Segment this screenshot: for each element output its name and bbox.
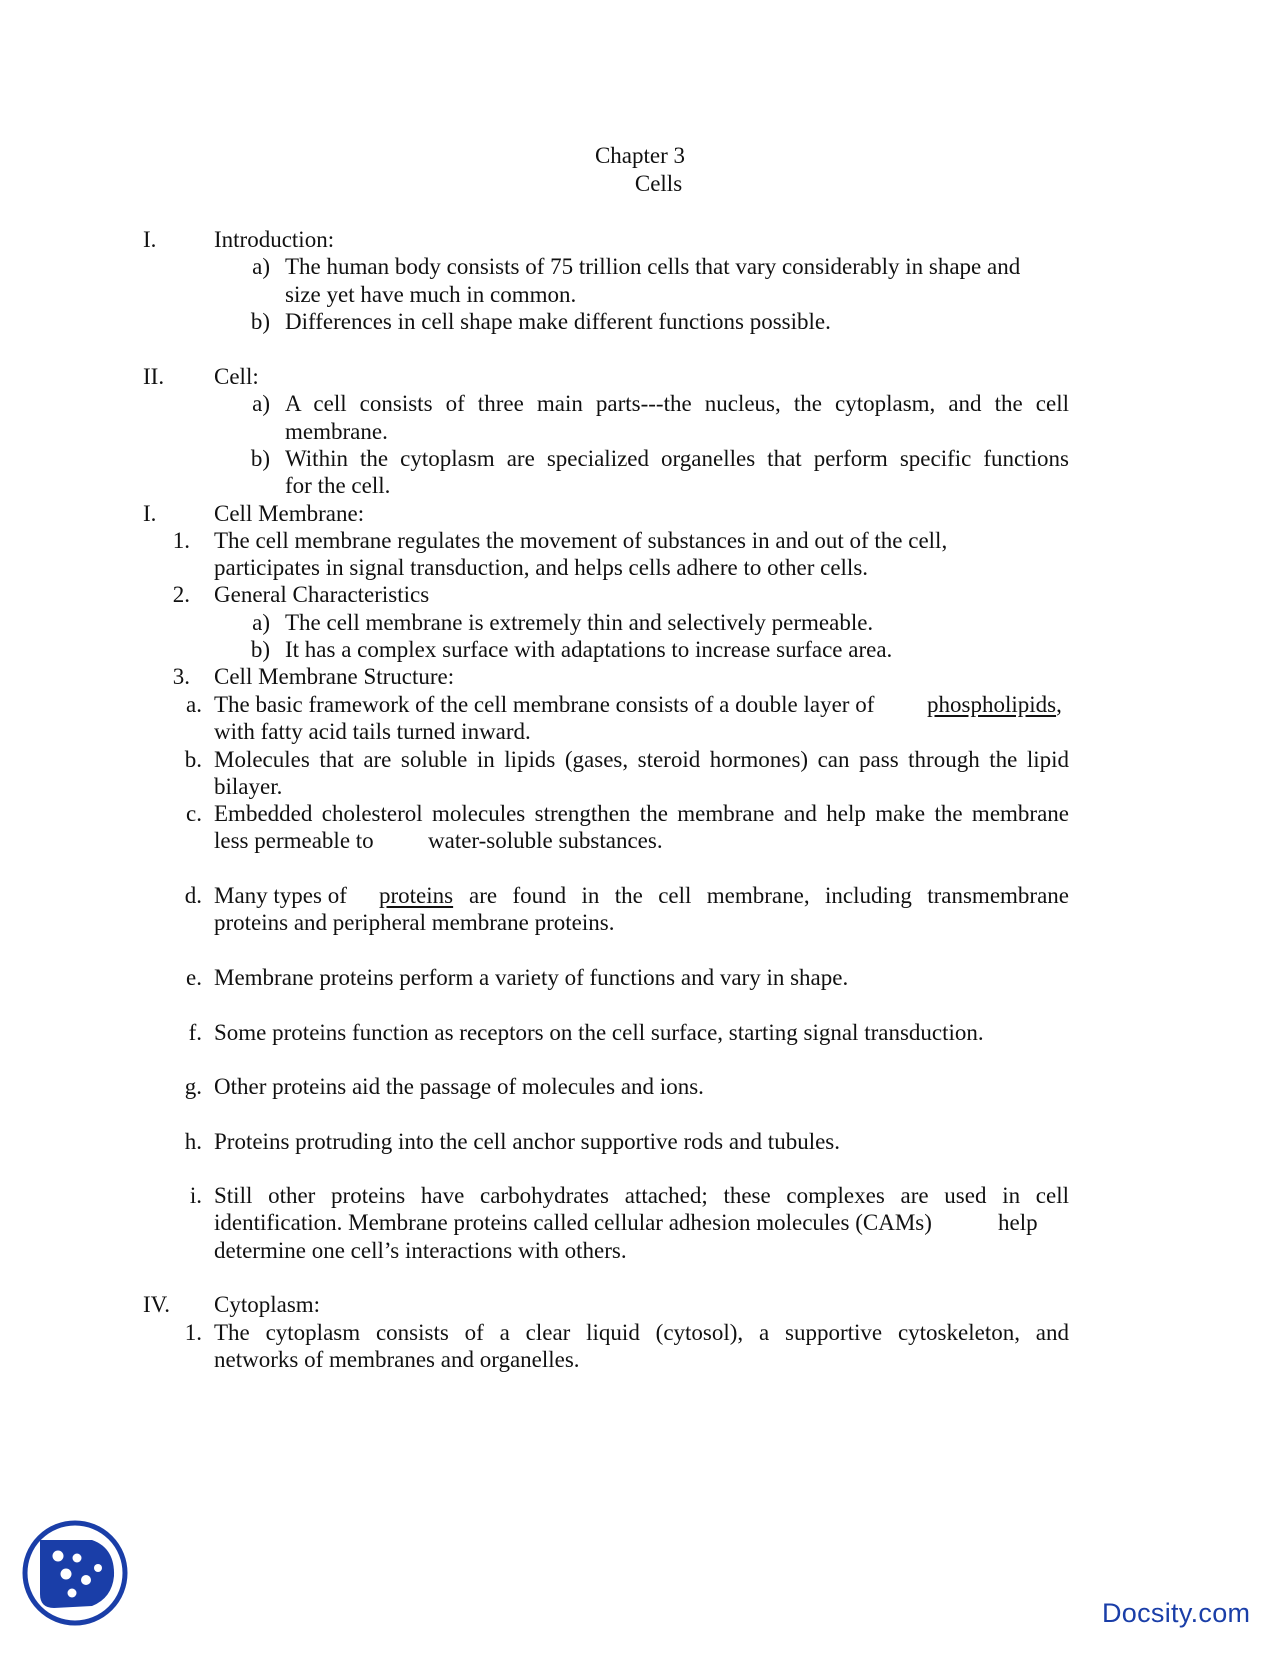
item-marker: 2. xyxy=(172,582,190,607)
item-text: size yet have much in common. xyxy=(285,282,577,307)
item-text: It has a complex surface with adaptations to increase surface area. xyxy=(285,637,893,662)
item-text: The basic framework of the cell membrane consists of a double layer of xyxy=(214,692,875,717)
section-number: IV. xyxy=(143,1292,171,1317)
proteins-link[interactable]: proteins xyxy=(379,883,454,908)
item-text: determine one cell’s interactions with others. xyxy=(214,1238,627,1263)
item-text: proteins and peripheral membrane proteins. xyxy=(214,910,615,935)
item-text: with fatty acid tails turned inward. xyxy=(214,719,531,744)
item-marker: a) xyxy=(252,254,270,279)
item-marker: b) xyxy=(250,637,270,662)
item-text: Cell Membrane Structure: xyxy=(214,664,455,689)
item-marker: e. xyxy=(186,965,202,990)
item-marker: a) xyxy=(252,391,270,416)
item-marker: f. xyxy=(188,1020,202,1045)
item-text: Other proteins aid the passage of molecules and ions. xyxy=(214,1074,704,1099)
item-text: Still other proteins have carbohydrates attached; these complexes are used in cell xyxy=(214,1183,1069,1208)
item-text: General Characteristics xyxy=(214,582,430,607)
item-marker: b. xyxy=(184,747,202,772)
section-heading: Cell: xyxy=(214,364,259,389)
section-number: II. xyxy=(143,364,165,389)
docsity-logo-icon[interactable] xyxy=(20,1518,130,1628)
item-marker: 1. xyxy=(172,528,190,553)
item-marker: d. xyxy=(184,883,202,908)
item-text: participates in signal transduction, and helps cells adhere to other cells. xyxy=(214,555,869,580)
section-heading: Cell Membrane: xyxy=(214,501,365,526)
item-marker: 1. xyxy=(184,1320,202,1345)
section-heading: Introduction: xyxy=(214,227,335,252)
item-text: are found in the cell membrane, including transmembrane xyxy=(469,883,1069,908)
item-text: bilayer. xyxy=(214,774,283,799)
item-text: water-soluble substances. xyxy=(428,828,663,853)
item-marker: b) xyxy=(250,446,270,471)
item-text: Some proteins function as receptors on the cell surface, starting signal transduction. xyxy=(214,1020,984,1045)
chapter-title: Cells xyxy=(634,171,683,196)
phospholipids-link[interactable]: phospholipids, xyxy=(927,692,1062,717)
item-text: Molecules that are soluble in lipids (gases, steroid hormones) can pass through the lipid xyxy=(214,747,1069,772)
item-text: Membrane proteins perform a variety of functions and vary in shape. xyxy=(214,965,849,990)
item-text: A cell consists of three main parts---the nucleus, the cytoplasm, and the cell xyxy=(285,391,1069,416)
item-marker: a. xyxy=(186,692,202,717)
docsity-brand-link[interactable]: Docsity.com xyxy=(1102,1598,1251,1628)
section-number: I. xyxy=(143,501,157,526)
item-text: membrane. xyxy=(285,419,388,444)
item-marker: a) xyxy=(252,610,270,635)
item-text: The cytoplasm consists of a clear liquid (cytosol), a supportive cytoskeleton, and xyxy=(214,1320,1069,1345)
section-heading: Cytoplasm: xyxy=(214,1292,321,1317)
item-text: Proteins protruding into the cell anchor supportive rods and tubules. xyxy=(214,1129,840,1154)
item-text: help xyxy=(998,1210,1038,1235)
item-text: Embedded cholesterol molecules strengthen the membrane and help make the membrane xyxy=(214,801,1069,826)
item-text: Differences in cell shape make different functions possible. xyxy=(285,309,831,334)
item-text: Many types of xyxy=(214,883,347,908)
chapter-label: Chapter 3 xyxy=(594,143,686,168)
item-text: The cell membrane regulates the movement of substances in and out of the cell, xyxy=(214,528,948,553)
item-text: The human body consists of 75 trillion cells that vary considerably in shape and xyxy=(285,254,1021,279)
item-text: The cell membrane is extremely thin and selectively permeable. xyxy=(285,610,874,635)
item-text: for the cell. xyxy=(285,473,391,498)
item-text: Within the cytoplasm are specialized organelles that perform specific functions xyxy=(285,446,1069,471)
item-marker: c. xyxy=(186,801,202,826)
item-marker: h. xyxy=(184,1129,202,1154)
item-marker: 3. xyxy=(172,664,190,689)
item-text: identification. Membrane proteins called cellular adhesion molecules (CAMs) xyxy=(214,1210,932,1235)
item-marker: b) xyxy=(250,309,270,334)
item-marker: i. xyxy=(189,1183,202,1208)
section-number: I. xyxy=(143,227,157,252)
item-text: less permeable to xyxy=(214,828,374,853)
item-text: networks of membranes and organelles. xyxy=(214,1347,580,1372)
item-marker: g. xyxy=(184,1074,202,1099)
